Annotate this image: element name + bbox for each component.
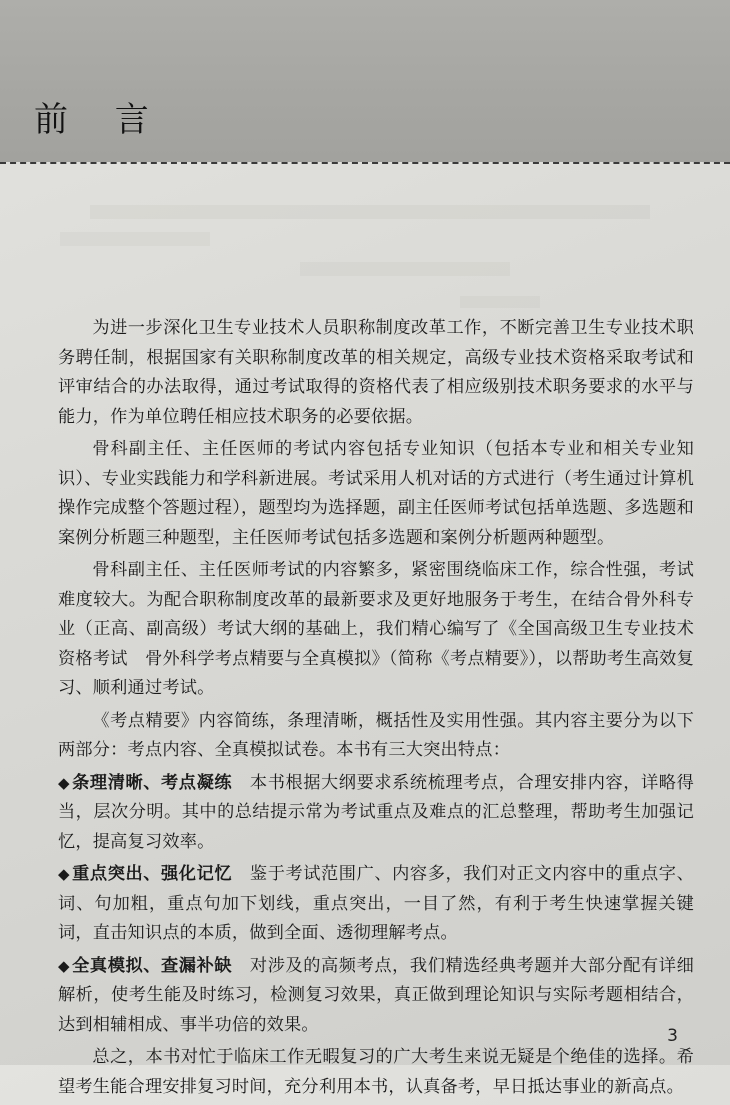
preface-body [58, 314, 694, 1105]
closing-paragraph: 总之，本书对忙于临床工作无暇复习的广大考生来说无疑是个绝佳的选择。希望考生能合理安排复习时间，充分利用本书，认真备考，早日抵达事业的新高点。 [58, 1047, 694, 1097]
feature-heading: 重点突出、强化记忆 [72, 864, 233, 884]
bleed-through-shadow [460, 296, 540, 308]
feature-text: 对涉及的高频考点，我们精选经典考题并大部分配有详细解析，使考生能及时练习，检测复习效果，真正做到理论知识与实际考题相结合，达到相辅相成、事半功倍的效果。 [58, 955, 694, 1035]
diamond-bullet-icon: ◆ [58, 865, 71, 883]
bleed-through-shadow [90, 205, 650, 219]
bleed-through-shadow [300, 262, 510, 276]
diamond-bullet-icon: ◆ [58, 773, 71, 792]
paragraph: 骨科副主任、主任医师考试的内容繁多，紧密围绕临床工作，综合性强，考试难度较大。为配合职称制度改革的最新要求及更好地服务于考生，在结合骨外科专业（正高、副高级）考试大纲的基础上，我们精心编写了《全国高级卫生专业技术资格考试 骨外科学考点精要与全真模拟》（简称《考点精要》），以帮助考生高效复习、顺利通过考试。 [58, 560, 694, 698]
feature-heading: 条理清晰、考点凝练 [72, 772, 233, 793]
page-title: 前 言 [34, 100, 167, 140]
feature-heading: 全真模拟、查漏补缺 [72, 955, 233, 976]
paragraph: 骨科副主任、主任医师的考试内容包括专业知识（包括本专业和相关专业知识）、专业实践能力和学科新进展。考试采用人机对话的方式进行（考生通过计算机操作完成整个答题过程），题型均为选择题，副主任医师考试包括单选题、多选题和案例分析题三种题型，主任医师考试包括多选题和案例分析题两种题型。 [58, 439, 694, 548]
dashed-divider [0, 162, 730, 164]
bleed-through-shadow [60, 232, 210, 246]
feature-text: 本书根据大纲要求系统梳理考点，合理安排内容，详略得当，层次分明。其中的总结提示常为考试重点及难点的汇总整理，帮助考生加强记忆，提高复习效率。 [58, 772, 694, 852]
paragraph: 为进一步深化卫生专业技术人员职称制度改革工作，不断完善卫生专业技术职务聘任制，根据国家有关职称制度改革的相关规定，高级专业技术资格采取考试和评审结合的办法取得，通过考试取得的资格代表了相应级别技术职务要求的水平与能力，作为单位聘任相应技术职务的必要依据。 [58, 318, 694, 427]
feature-item [58, 860, 694, 949]
feature-text: 鉴于考试范围广、内容多，我们对正文内容中的重点字、词、句加粗，重点句加下划线，重点突出，一目了然，有利于考生快速掌握关键词，直击知识点的本质，做到全面、透彻理解考点。 [58, 864, 694, 943]
feature-item [58, 769, 694, 858]
paragraph: 《考点精要》内容简练，条理清晰，概括性及实用性强。其内容主要分为以下两部分：考点内容、全真模拟试卷。本书有三大突出特点： [58, 710, 694, 760]
feature-item [58, 952, 694, 1041]
page-number: 3 [667, 1026, 678, 1046]
diamond-bullet-icon: ◆ [58, 956, 71, 975]
